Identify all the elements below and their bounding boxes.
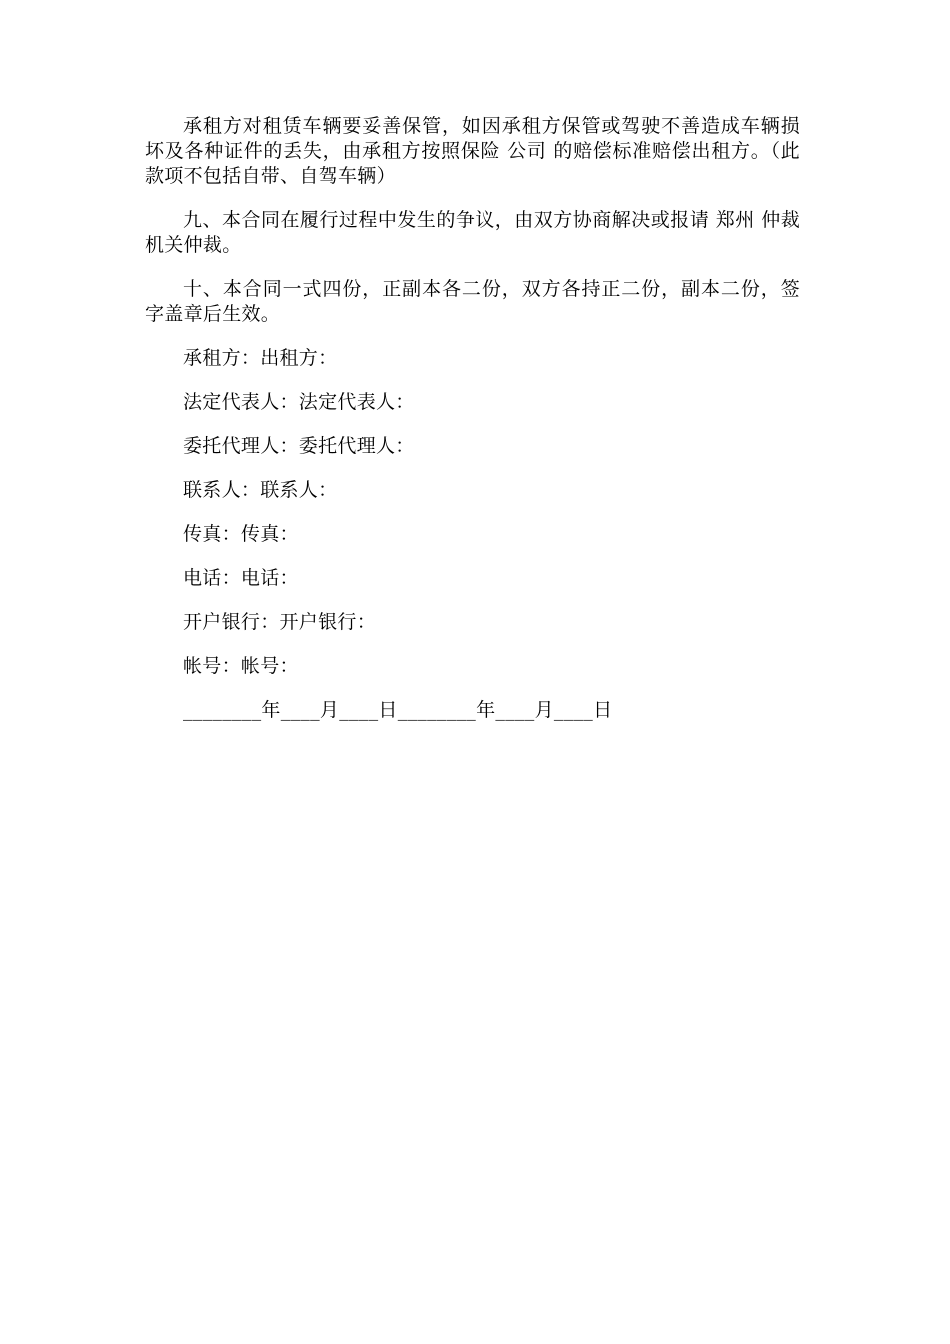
signature-line-date: ________年____月____日________年____月____日 — [183, 699, 613, 721]
paragraph-dispute-resolution: 九、本合同在履行过程中发生的争议，由双方协商解决或报请 郑州 仲裁机关仲裁。 — [145, 209, 800, 256]
signature-line-legal-representative: 法定代表人：法定代表人： — [183, 391, 415, 413]
document-body — [145, 114, 800, 742]
signature-line-bank: 开户银行：开户银行： — [183, 611, 377, 633]
signature-line-phone: 电话：电话： — [183, 567, 299, 589]
signature-line-parties: 承租方：出租方： — [183, 347, 338, 369]
signature-line-contact-person: 联系人：联系人： — [183, 479, 338, 501]
signature-line-authorized-agent: 委托代理人：委托代理人： — [183, 435, 415, 457]
paragraph-copies-effect: 十、本合同一式四份，正副本各二份，双方各持正二份，副本二份，签字盖章后生效。 — [145, 278, 800, 325]
signature-line-account: 帐号：帐号： — [183, 655, 299, 677]
signature-line-fax: 传真：传真： — [183, 523, 299, 545]
paragraph-vehicle-custody: 承租方对租赁车辆要妥善保管，如因承租方保管或驾驶不善造成车辆损坏及各种证件的丢失，由承租方按照保险 公司 的赔偿标准赔偿出租方。（此款项不包括自带、自驾车辆） — [145, 115, 800, 187]
